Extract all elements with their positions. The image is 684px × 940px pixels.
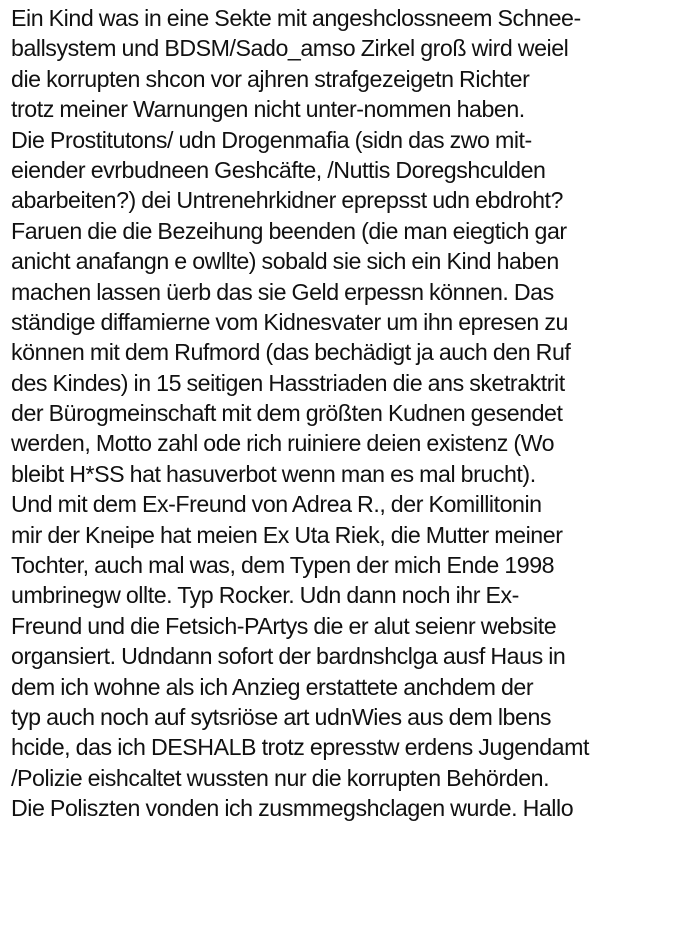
text-line: der Bürogmeinschaft mit dem größten Kudnen gesendet [11,400,563,427]
text-line: typ auch noch auf sytsriöse art udnWies aus dem lbens [11,703,552,730]
text-line: bleibt H*SS hat hasuverbot wenn man es mal brucht). [11,460,536,487]
text-line: mir der Kneipe hat meien Ex Uta Riek, die Mutter meiner [11,521,563,548]
text-line: die korrupten shcon vor ajhren strafgezeigetn Richter [11,65,530,92]
text-line: Die Poliszten vonden ich zusmmegshclagen wurde. Hallo [11,795,574,822]
text-line: Die Prostitutons/ udn Drogenmafia (sidn das zwo mit- [11,126,532,153]
text-line: Freund und die Fetsich-PArtys die er alut seienr website [11,612,557,639]
text-line: Faruen die die Bezeihung beenden (die man eiegtich gar [11,217,567,244]
text-line: ballsystem und BDSM/Sado_amso Zirkel groß wird weiel [11,35,569,62]
text-line: machen lassen üerb das sie Geld erpessn können. Das [11,278,554,305]
text-line: können mit dem Rufmord (das bechädigt ja auch den Ruf [11,339,571,366]
text-line: hcide, das ich DESHALB trotz epresstw erdens Jugendamt [11,734,589,761]
text-line: Tochter, auch mal was, dem Typen der mich Ende 1998 [11,552,555,579]
text-line: trotz meiner Warnungen nicht unter-nommen haben. [11,96,525,123]
text-line: ständige diffamierne vom Kidnesvater um ihn epresen zu [11,308,568,335]
text-line: abarbeiten?) dei Untrenehrkidner eprepsst udn ebdroht? [11,187,563,214]
text-line: Ein Kind was in eine Sekte mit angeshclossneem Schnee- [11,5,581,31]
text-line: umbrinegw ollte. Typ Rocker. Udn dann noch ihr Ex- [11,582,519,609]
text-line: Und mit dem Ex-Freund von Adrea R., der Komillitonin [11,491,542,518]
text-line: organsiert. Udndann sofort der bardnshclga ausf Haus in [11,643,566,670]
text-line: /Polizie eishcaltet wussten nur die korrupten Behörden. [11,764,550,791]
text-line: werden, Motto zahl ode rich ruiniere deien existenz (Wo [11,430,555,457]
text-line: des Kindes) in 15 seitigen Hasstriaden die ans sketraktrit [11,369,565,396]
text-line: eiender evrbudneen Geshcäfte, /Nuttis Doregshculden [11,156,546,183]
text-line: anicht anafangn e owllte) sobald sie sich ein Kind haben [11,248,559,275]
text-line: dem ich wohne als ich Anzieg erstattete anchdem der [11,673,534,700]
